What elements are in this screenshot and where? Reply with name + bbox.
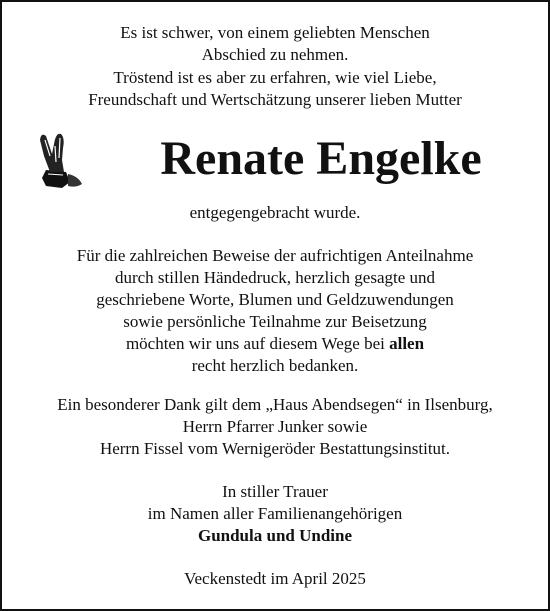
deceased-name: Renate Engelke [160, 132, 482, 185]
intro-line-4: Freundschaft und Wertschätzung unserer lieben Mutter [88, 90, 462, 109]
thanks-line-6: recht herzlich bedanken. [191, 356, 359, 375]
thanks-line-2: durch stillen Händedruck, herzlich gesagte und [114, 268, 436, 287]
thanks-line-5-emphasis: allen [389, 334, 425, 353]
special-line-3: Herrn Fissel vom Wernigeröder Bestattungsinstitut. [99, 439, 451, 458]
thanks-line-1: Für die zahlreichen Beweise der aufrichtigen Anteilnahme [76, 246, 474, 265]
intro-line-3: Tröstend ist es aber zu erfahren, wie viel Liebe, [113, 68, 437, 87]
special-line-1: Ein besonderer Dank gilt dem „Haus Abendsegen“ in Ilsenburg, [57, 395, 493, 414]
signature-line-1: In stiller Trauer [222, 482, 328, 501]
thanks-line-5-text: möchten wir uns auf diesem Wege bei [125, 334, 390, 353]
thanks-line-3: geschriebene Worte, Blumen und Geldzuwendungen [96, 290, 454, 309]
signature-names: Gundula und Undine [197, 526, 353, 545]
thanks-line-5 [2, 334, 548, 354]
thanks-line-4: sowie persönliche Teilnahme zur Beisetzung [123, 312, 427, 331]
intro-line-1: Es ist schwer, von einem geliebten Menschen [120, 23, 430, 42]
signature-line-2: im Namen aller Familienangehörigen [147, 504, 403, 523]
after-name-line: entgegengebracht wurde. [189, 203, 361, 222]
place-date: Veckenstedt im April 2025 [184, 569, 366, 588]
intro-line-2: Abschied zu nehmen. [201, 45, 349, 64]
praying-hands-icon [32, 126, 88, 192]
special-line-2: Herrn Pfarrer Junker sowie [182, 417, 368, 436]
